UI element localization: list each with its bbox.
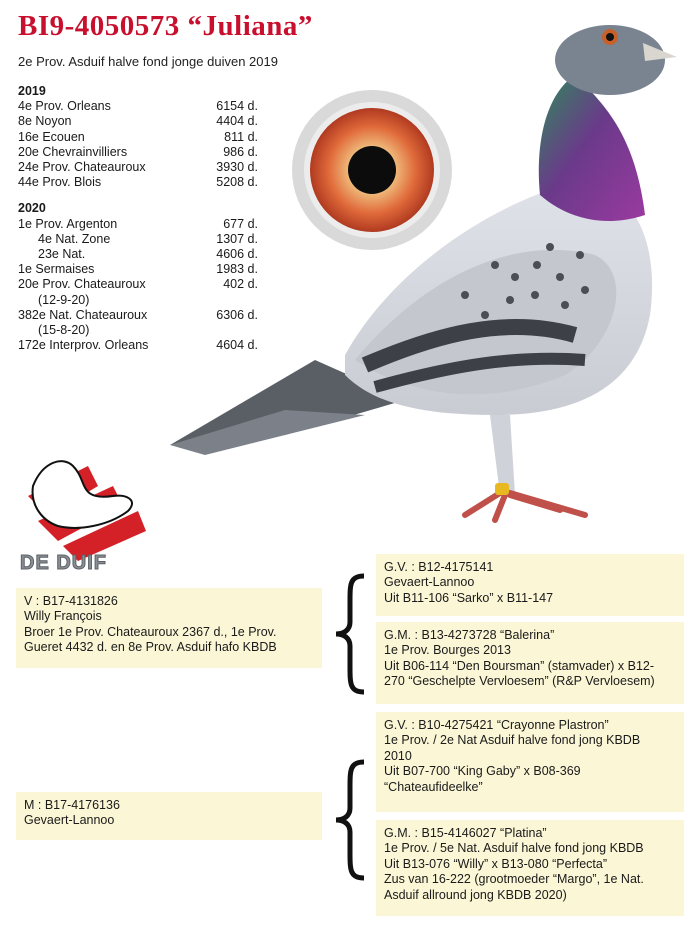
pigeon-eye-photo (288, 86, 456, 254)
result-row-date: (15-8-20) (38, 323, 90, 338)
brace-mother (330, 758, 370, 882)
result-row: 8e Noyon 4404 d. (18, 114, 258, 129)
father-card (16, 588, 322, 668)
grandparent-id: G.V. : B12-4175141 (384, 560, 494, 574)
grandmother-paternal-card (376, 622, 684, 704)
grandparent-line: 1e Prov. / 2e Nat Asduif halve fond jong KBDB (384, 733, 641, 748)
grandparent-line: Zus van 16-222 (grootmoeder “Margo”, 1e Nat. (384, 872, 644, 887)
year-heading-2019: 2019 (18, 84, 46, 98)
logo-wordmark: DE DUIF (20, 552, 107, 574)
result-row: 20e Prov. Chateauroux 402 d. (18, 277, 258, 292)
grandparent-line: Uit B13-076 “Willy” x B13-080 “Perfecta” (384, 856, 607, 871)
year-heading-2020: 2020 (18, 201, 46, 216)
mother-owner: Gevaert-Lannoo (24, 813, 115, 828)
page-title: BI9-4050573 “Juliana” (18, 10, 313, 42)
grandparent-line: Uit B07-700 “King Gaby” x B08-369 (384, 764, 581, 779)
result-row: 23e Nat. 4606 d. (38, 247, 258, 262)
grandparent-id: G.M. : B15-4146027 “Platina” (384, 826, 547, 840)
grandparent-owner: Gevaert-Lannoo (384, 575, 475, 590)
father-line: Broer 1e Prov. Chateauroux 2367 d., 1e Prov. (24, 624, 277, 639)
grandparent-id: G.M. : B13-4273728 “Balerina” (384, 628, 555, 642)
result-row: 44e Prov. Blois 5208 d. (18, 175, 258, 190)
page-subtitle: 2e Prov. Asduif halve fond jonge duiven 2019 (18, 54, 278, 69)
result-row: 20e Chevrainvilliers 986 d. (18, 144, 258, 159)
result-row: 382e Nat. Chateauroux 6306 d. (18, 307, 258, 322)
grandparent-line: Uit B11-106 “Sarko” x B11-147 (384, 590, 554, 605)
mother-card (16, 792, 322, 840)
result-row: 172e Interprov. Orleans 4604 d. (18, 338, 258, 353)
mother-id: M : B17-4176136 (24, 798, 120, 812)
result-row-date: (12-9-20) (38, 292, 90, 307)
result-row: 4e Prov. Orleans 6154 d. (18, 99, 258, 114)
grandfather-maternal-card (376, 712, 684, 812)
grandparent-line: 1e Prov. / 5e Nat. Asduif halve fond jong KBDB (384, 841, 644, 856)
grandparent-line: 270 “Geschelpte Vervloesem” (R&P Vervloesem) (384, 674, 655, 689)
result-row: 16e Ecouen 811 d. (18, 129, 258, 144)
grandmother-maternal-card (376, 820, 684, 916)
father-owner: Willy François (24, 609, 102, 624)
grandparent-line: 2010 (384, 748, 412, 763)
result-row: 24e Prov. Chateauroux 3930 d. (18, 160, 258, 175)
grandfather-paternal-card (376, 554, 684, 616)
brace-father (330, 572, 370, 696)
grandparent-line: “Chateaufideelke” (384, 779, 483, 794)
father-line: Gueret 4432 d. en 8e Prov. Asduif hafo KBDB (24, 640, 277, 655)
result-row: 4e Nat. Zone 1307 d. (38, 231, 258, 246)
father-id: V : B17-4131826 (24, 594, 118, 608)
grandparent-line: 1e Prov. Bourges 2013 (384, 643, 511, 658)
grandparent-line: Asduif allround jong KBDB 2020) (384, 887, 567, 902)
grandparent-id: G.V. : B10-4275421 “Crayonne Plastron” (384, 718, 609, 732)
grandparent-line: Uit B06-114 “Den Boursman” (stamvader) x B12- (384, 658, 655, 673)
result-row: 1e Sermaises 1983 d. (18, 262, 258, 277)
result-row: 1e Prov. Argenton 677 d. (18, 216, 258, 231)
